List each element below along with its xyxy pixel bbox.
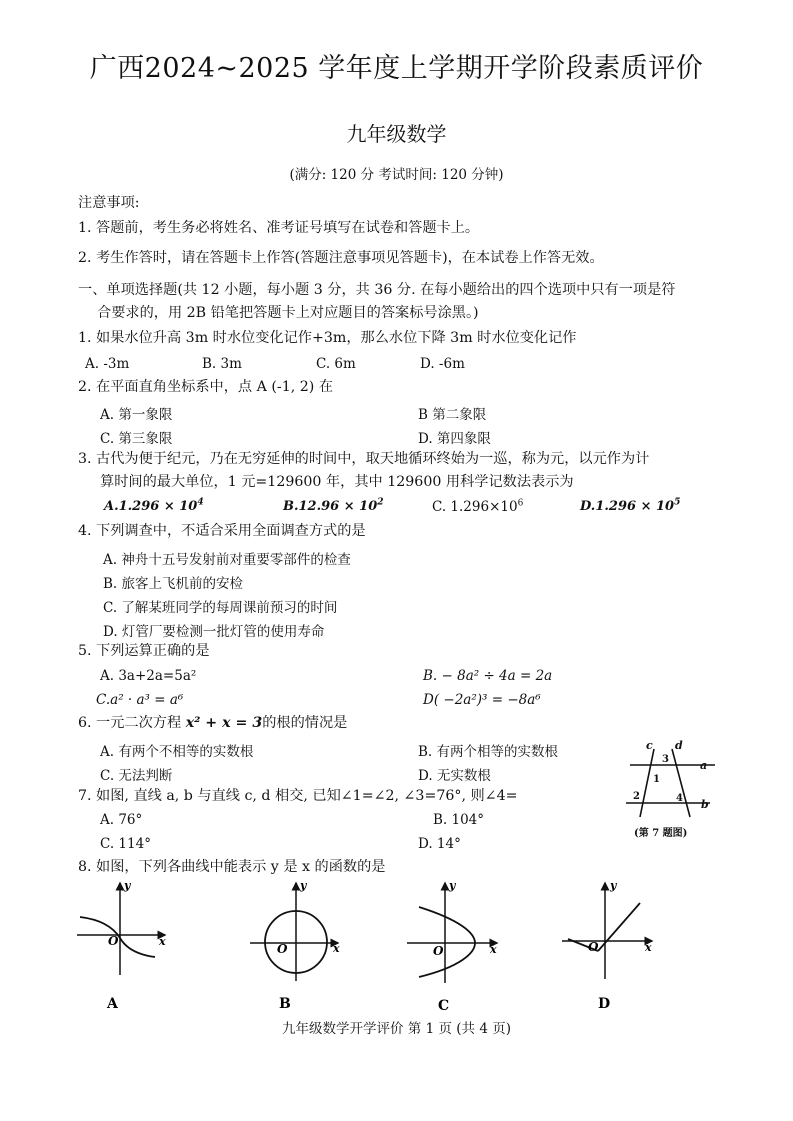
label-c: c (646, 739, 653, 752)
origin-label: O (433, 944, 444, 958)
q1-option-d: D. -6m (420, 356, 465, 372)
exam-subject: 九年级数学 (346, 122, 447, 146)
graph-letter-b: B (279, 996, 291, 1012)
question-6-stem: 6. 一元二次方程 x² + x = 3的根的情况是 (78, 715, 348, 731)
q3-option-a: $A.1.296 \times 10^4$ (104, 497, 204, 514)
q7-option-c: C. 114° (100, 836, 151, 852)
q1-option-a: A. -3m (85, 356, 130, 372)
q5-option-d: D( −2a²)³ = −8a⁶ (423, 692, 541, 708)
q8-graph-d (560, 875, 660, 1015)
q7-option-a: A. 76° (100, 812, 143, 828)
graph-letter-a: A (107, 996, 118, 1012)
angle-label-2: 2 (633, 791, 640, 802)
x-label: x (333, 942, 340, 955)
notice-heading: 注意事项: (78, 195, 140, 211)
question-7-stem: 7. 如图, 直线 a, b 与直线 c, d 相交, 已知∠1=∠2, ∠3=76°, 则∠4= (78, 788, 518, 804)
label-a: a (700, 759, 708, 772)
q4-option-a: A. 神舟十五号发射前对重要零部件的检查 (103, 552, 351, 568)
notice-item: 1. 答题前，考生务必将姓名、准考证号填写在试卷和答题卡上。 (78, 220, 480, 236)
q6-option-b: B. 有两个相等的实数根 (418, 744, 559, 760)
q1-option-c: C. 6m (316, 356, 356, 372)
section-heading-cont: 合要求的，用 2B 铅笔把答题卡上对应题目的答案标号涂黑。) (97, 305, 479, 321)
q7-figure-caption: (第 7 题图) (634, 828, 688, 839)
q3-option-b: $B.12.96 \times 10^2$ (283, 497, 384, 514)
label-d: d (675, 739, 683, 752)
question-3-stem-cont: 算时间的最大单位，1 元=129600 年，其中 129600 用科学记数法表示为 (100, 474, 574, 490)
q7-figure (620, 735, 720, 845)
graph-letter-d: D (598, 996, 611, 1012)
y-label: y (449, 879, 456, 892)
parabola-curve (419, 907, 475, 977)
origin-label: O (277, 942, 288, 956)
q2-option-b: B 第二象限 (418, 407, 487, 423)
q8-graph-b (248, 875, 348, 1015)
question-8-stem: 8. 如图，下列各曲线中能表示 y 是 x 的函数的是 (78, 859, 386, 875)
graph-letter-c: C (438, 998, 450, 1014)
q5-option-c: C.a² · a³ = a⁶ (96, 692, 184, 708)
q2-option-a: A. 第一象限 (100, 407, 173, 423)
q5-option-a: A. 3a+2a=5a² (100, 668, 197, 684)
question-4-stem: 4. 下列调查中，不适合采用全面调查方式的是 (78, 523, 366, 539)
y-label: y (300, 879, 307, 892)
q8-graph-a (75, 875, 175, 1015)
origin-label: O (588, 940, 599, 954)
exam-meta: (满分: 120 分 考试时间: 120 分钟) (289, 167, 504, 183)
q4-option-d: D. 灯管厂要检测一批灯管的使用寿命 (103, 624, 325, 640)
q3-option-c: C. $1.296\times 10^6$ (432, 498, 524, 515)
x-label: x (490, 943, 497, 956)
exam-title: 广西2024~2025 学年度上学期开学阶段素质评价 (89, 53, 704, 84)
q6-option-d: D. 无实数根 (418, 768, 491, 784)
q6-option-a: A. 有两个不相等的实数根 (100, 744, 254, 760)
q3-option-d: $D.1.296 \times 10^5$ (580, 497, 681, 514)
q2-option-d: D. 第四象限 (418, 431, 491, 447)
question-2-stem: 2. 在平面直角坐标系中，点 A (-1, 2) 在 (78, 379, 334, 395)
angle-label-3: 3 (662, 754, 669, 765)
section-heading: 一、单项选择题(共 12 小题，每小题 3 分，共 36 分. 在每小题给出的四个选项中只有一项是符 (78, 282, 676, 298)
q8-graph-c (405, 875, 505, 1020)
q5-option-b: B. − 8a² ÷ 4a = 2a (423, 668, 553, 684)
q7-option-d: D. 14° (418, 836, 461, 852)
angle-label-4: 4 (676, 793, 683, 804)
q1-option-b: B. 3m (202, 356, 242, 372)
q6-option-c: C. 无法判断 (100, 768, 173, 784)
v-curve (568, 903, 640, 951)
label-b: b (701, 798, 709, 811)
question-5-stem: 5. 下列运算正确的是 (78, 643, 210, 659)
q7-option-b: B. 104° (433, 812, 485, 828)
q6-equation: x² + x = 3 (185, 715, 263, 731)
x-label: x (645, 941, 652, 954)
page-footer: 九年级数学开学评价 第 1 页 (共 4 页) (282, 1021, 511, 1037)
q4-option-c: C. 了解某班同学的每周课前预习的时间 (103, 600, 338, 616)
q4-option-b: B. 旅客上飞机前的安检 (103, 576, 244, 592)
notice-item: 2. 考生作答时，请在答题卡上作答(答题注意事项见答题卡)，在本试卷上作答无效。 (78, 250, 604, 266)
question-3-stem: 3. 古代为便于纪元，乃在无穷延伸的时间中，取天地循环终始为一巡，称为元，以元作为计 (78, 451, 650, 467)
origin-label: O (108, 934, 119, 948)
question-1-stem: 1. 如果水位升高 3m 时水位变化记作+3m，那么水位下降 3m 时水位变化记作 (78, 330, 577, 346)
x-label: x (159, 935, 166, 948)
y-label: y (124, 879, 131, 892)
y-label: y (610, 879, 617, 892)
q2-option-c: C. 第三象限 (100, 431, 173, 447)
line-c (640, 749, 654, 817)
angle-label-1: 1 (653, 774, 660, 785)
line-d (672, 749, 690, 817)
